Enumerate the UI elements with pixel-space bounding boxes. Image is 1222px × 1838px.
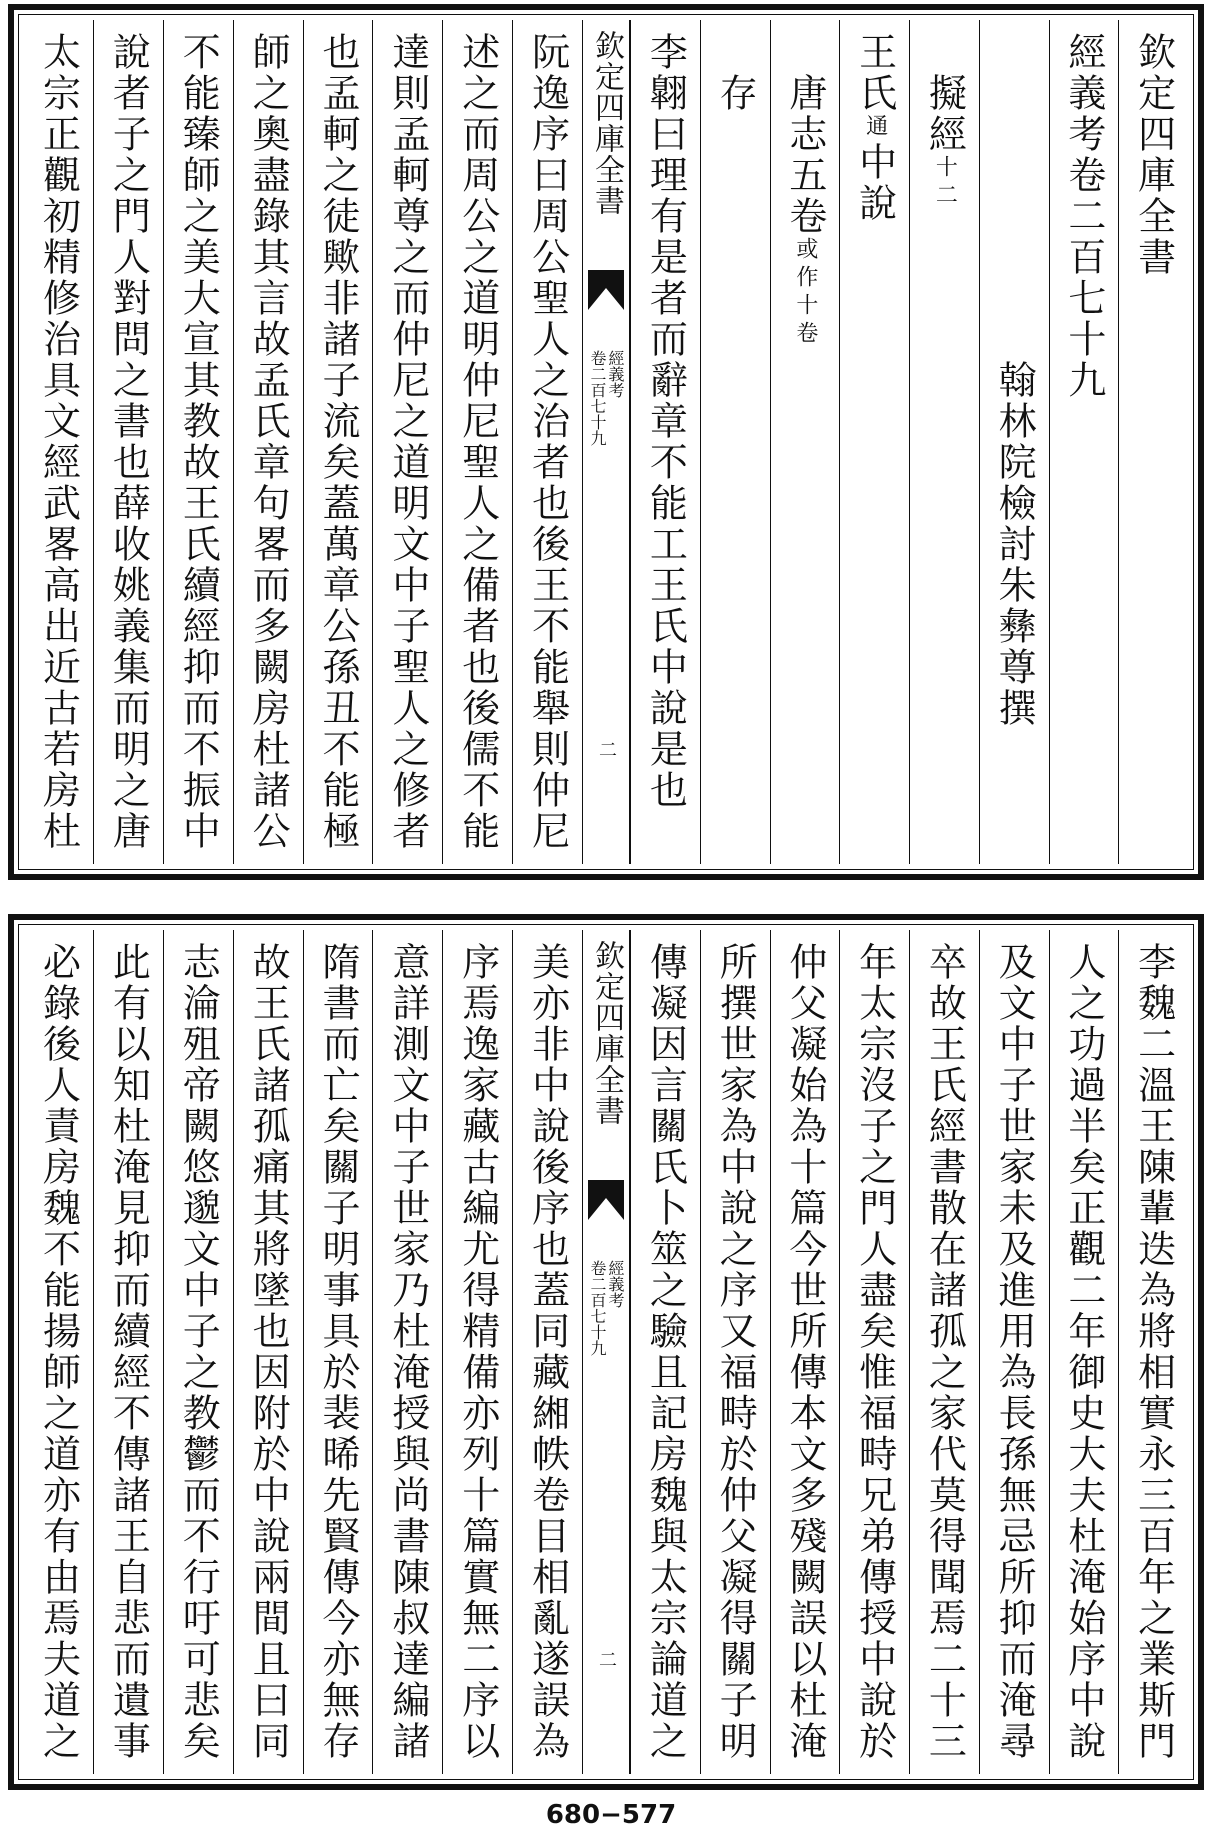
text-column xyxy=(839,20,909,864)
text-column xyxy=(839,930,909,1774)
left-half xyxy=(24,930,582,1774)
text-column xyxy=(770,20,840,864)
column-text: 意詳測文中子世家乃杜淹授與尚書陳叔達編諸 xyxy=(385,942,430,1762)
column-text: 傳凝因言關氏卜筮之驗且記房魏與太宗論道之 xyxy=(643,942,688,1762)
center-volume: 卷二百七十九 xyxy=(588,1260,607,1356)
column-text: 此有以知杜淹見抑而續經不傳諸王自悲而遺事 xyxy=(106,942,151,1762)
column-text: 李魏二溫王陳輩迭為將相實永三百年之業斯門 xyxy=(1131,942,1176,1762)
center-info xyxy=(588,350,624,446)
inline-annotation: 或作十卷 xyxy=(792,237,818,349)
text-column xyxy=(630,930,700,1774)
text-column xyxy=(979,20,1049,864)
text-column xyxy=(1118,930,1188,1774)
column-text: 達則孟軻尊之而仲尼之道明文中子聖人之修者 xyxy=(385,32,430,852)
column-text: 及文中子世家未及進用為長孫無忌所抑而淹尋 xyxy=(992,942,1037,1762)
column-text: 李翺曰理有是者而辭章不能工王氏中說是也 xyxy=(643,32,688,811)
column-text: 序焉逸家藏古編尤得精備亦列十篇實無二序以 xyxy=(455,942,500,1762)
column-text: 卒故王氏經書散在諸孤之家代莫得聞焉二十三 xyxy=(922,942,967,1762)
text-column xyxy=(979,930,1049,1774)
text-column xyxy=(233,20,303,864)
text-column xyxy=(442,930,512,1774)
inline-annotation: 十二 xyxy=(932,155,958,211)
text-column xyxy=(233,930,303,1774)
text-column xyxy=(163,20,233,864)
column-text: 太宗正觀初精修治具文經武畧高出近古若房杜 xyxy=(36,32,81,852)
text-column xyxy=(163,930,233,1774)
column-text: 必錄後人責房魏不能揚師之道亦有由焉夫道之 xyxy=(36,942,81,1762)
column-text: 翰林院檢討朱彝尊撰 xyxy=(992,32,1037,729)
column-text: 故王氏諸孤痛其將墜也因附於中說兩間且曰同 xyxy=(246,942,291,1762)
column-text: 也孟軻之徒歟非諸子流矣蓋萬章公孫丑不能極 xyxy=(315,32,360,852)
text-column xyxy=(1049,20,1119,864)
text-column xyxy=(1118,20,1188,864)
text-column xyxy=(24,20,93,864)
text-column xyxy=(630,20,700,864)
top-page xyxy=(8,4,1204,880)
text-column xyxy=(442,20,512,864)
column-text: 說者子之門人對問之書也薛收姚義集而明之唐 xyxy=(106,32,151,852)
inline-annotation: 通 xyxy=(862,114,888,142)
text-column xyxy=(512,20,582,864)
right-half xyxy=(630,20,1188,864)
bottom-page xyxy=(8,914,1204,1790)
left-half xyxy=(24,20,582,864)
center-title: 欽定四庫全書 xyxy=(589,940,624,1126)
center-book: 經義考 xyxy=(606,350,625,398)
column-text: 所撰世家為中說之序又福畤於仲父凝得關子明 xyxy=(713,942,758,1762)
center-fold xyxy=(582,20,630,864)
column-text: 述之而周公之道明仲尼聖人之備者也後儒不能 xyxy=(455,32,500,852)
center-info xyxy=(588,1260,624,1356)
column-text: 美亦非中說後序也蓋同藏緗帙卷目相亂遂誤為 xyxy=(525,942,570,1762)
text-column xyxy=(512,930,582,1774)
text-column xyxy=(372,930,442,1774)
text-column xyxy=(700,20,770,864)
center-book: 經義考 xyxy=(606,1260,625,1308)
fish-tail-icon xyxy=(588,270,624,310)
fish-tail-icon xyxy=(588,1180,624,1220)
center-fold xyxy=(582,930,630,1774)
column-text: 人之功過半矣正觀二年御史大夫杜淹始序中說 xyxy=(1061,942,1106,1762)
column-text: 經義考卷二百七十九 xyxy=(1061,32,1106,401)
text-column xyxy=(909,930,979,1774)
text-column xyxy=(1049,930,1119,1774)
text-column xyxy=(303,930,373,1774)
column-text: 年太宗沒子之門人盡矣惟福畤兄弟傳授中說於 xyxy=(852,942,897,1762)
center-page-number: 二 xyxy=(596,740,617,758)
center-title: 欽定四庫全書 xyxy=(589,30,624,216)
right-half xyxy=(630,930,1188,1774)
column-text: 存 xyxy=(713,32,758,114)
text-column xyxy=(303,20,373,864)
column-text: 師之奧盡錄其言故孟氏章句畧而多闕房杜諸公 xyxy=(246,32,291,852)
column-text: 仲父凝始為十篇今世所傳本文多殘闕誤以杜淹 xyxy=(782,942,827,1762)
column-text: 志淪殂帝闕悠邈文中子之教鬱而不行吁可悲矣 xyxy=(176,942,221,1762)
column-text: 不能臻師之美大宣其教故王氏續經抑而不振中 xyxy=(176,32,221,852)
text-column xyxy=(770,930,840,1774)
column-text: 欽定四庫全書 xyxy=(1131,32,1176,278)
column-text: 擬經十二 xyxy=(922,32,967,211)
page-footer-number: 680−577 xyxy=(545,1800,677,1830)
column-text: 隋書而亡矣關子明事具於裴晞先賢傳今亦無存 xyxy=(315,942,360,1762)
text-column xyxy=(24,930,93,1774)
text-column xyxy=(700,930,770,1774)
column-text: 阮逸序曰周公聖人之治者也後王不能舉則仲尼 xyxy=(525,32,570,852)
text-column xyxy=(93,20,163,864)
text-column xyxy=(909,20,979,864)
center-page-number: 二 xyxy=(596,1650,617,1668)
column-text: 王氏通中說 xyxy=(852,32,897,224)
text-column xyxy=(93,930,163,1774)
center-volume: 卷二百七十九 xyxy=(588,350,607,446)
text-column xyxy=(372,20,442,864)
column-text: 唐志五卷或作十卷 xyxy=(782,32,827,349)
